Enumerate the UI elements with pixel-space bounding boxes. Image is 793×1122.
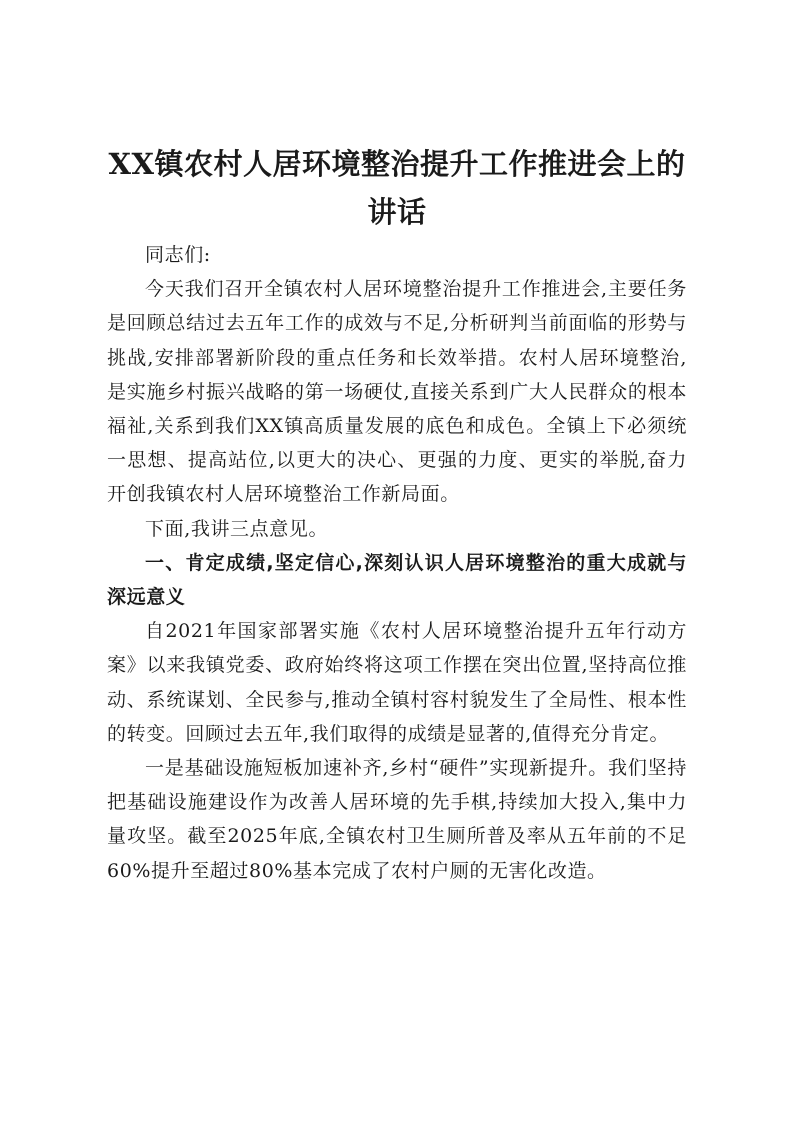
document-body bbox=[107, 140, 687, 888]
outline-paragraph: 下面,我讲三点意见。 bbox=[145, 517, 329, 540]
intro-paragraph: 今天我们召开全镇农村人居环境整治提升工作推进会,主要任务是回顾总结过去五年工作的成效与不足,分析研判当前面临的形势与挑战,安排部署新阶段的重点任务和长效举措。农村人居环境整治,是实施乡村振兴战略的第一场硬仗,直接关系到广大人民群众的根本福祉,关系到我们XX镇高质量发展的底色和成色。全镇上下必须统一思想、提高站位,以更大的决心、更强的力度、更实的举脱,奋力开创我镇农村人居环境整治工作新局面。 bbox=[107, 278, 687, 506]
document-title: XX镇农村人居环境整治提升工作推进会上的讲话 bbox=[108, 147, 686, 229]
section-paragraph: 自2021年国家部署实施《农村人居环境整治提升五年行动方案》以来我镇党委、政府始终将这项工作摆在突出位置,坚持高位推动、系统谋划、全民参与,推动全镇村容村貌发生了全局性、根本性的转变。回顾过去五年,我们取得的成绩是显著的,值得充分肯定。 bbox=[107, 620, 687, 745]
section-paragraph: 一是基础设施短板加速补齐,乡村“硬件”实现新提升。我们坚持把基础设施建设作为改善人居环境的先手棋,持续加大投入,集中力量攻坚。截至2025年底,全镇农村卫生厕所普及率从五年前的不足60%提升至超过80%基本完成了农村户厕的无害化改造。 bbox=[107, 757, 687, 882]
salutation: 同志们: bbox=[145, 244, 211, 266]
section-heading: 一、肯定成绩,坚定信心,深刻认识人居环境整治的重大成就与深远意义 bbox=[107, 551, 687, 609]
